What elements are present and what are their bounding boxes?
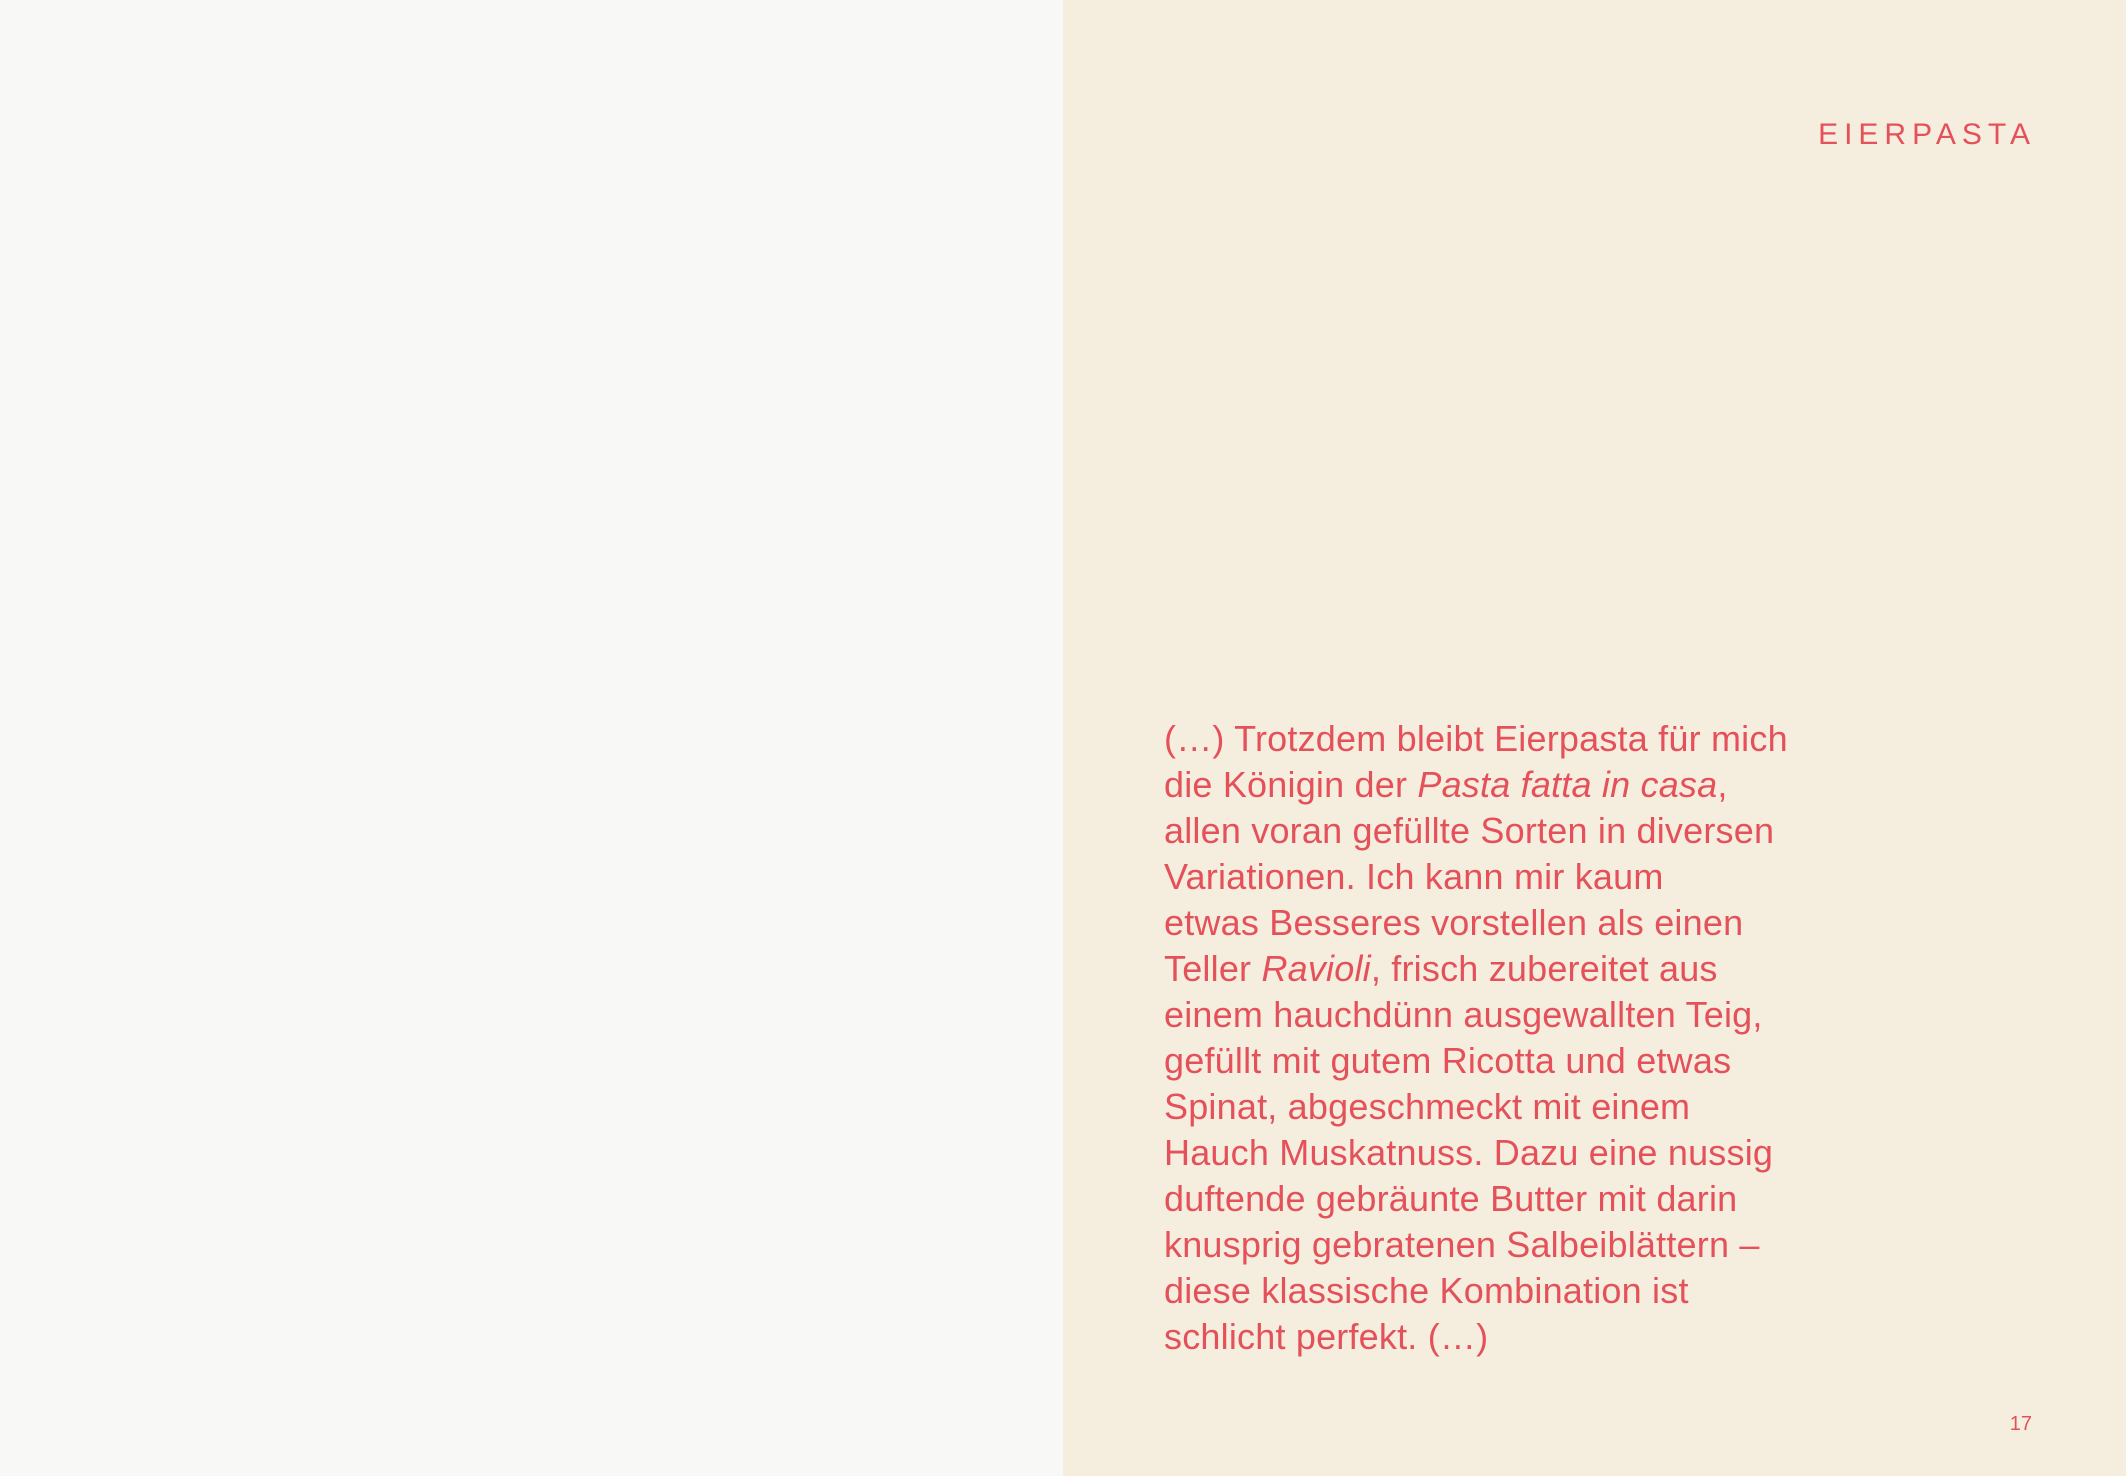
text-segment: duftende gebräunte Butter mit darin xyxy=(1164,1178,1738,1219)
paragraph-line xyxy=(1164,1314,1964,1360)
paragraph-line xyxy=(1164,946,1964,992)
text-segment: gefüllt mit gutem Ricotta und etwas xyxy=(1164,1040,1732,1081)
text-segment: Teller xyxy=(1164,948,1262,989)
text-segment: schlicht perfekt. (…) xyxy=(1164,1316,1489,1357)
paragraph-line xyxy=(1164,1222,1964,1268)
text-segment: diese klassische Kombination ist xyxy=(1164,1270,1689,1311)
paragraph-line xyxy=(1164,716,1964,762)
text-segment-italic: Ravioli xyxy=(1261,948,1371,989)
text-segment: , frisch zubereitet aus xyxy=(1370,948,1718,989)
text-segment: die Königin der xyxy=(1164,764,1418,805)
paragraph-line xyxy=(1164,992,1964,1038)
page-number: 17 xyxy=(2009,1413,2032,1435)
paragraph-line xyxy=(1164,1084,1964,1130)
text-segment-italic: Pasta fatta in casa xyxy=(1417,764,1718,805)
text-segment: (…) Trotzdem bleibt Eierpasta für mich xyxy=(1164,718,1788,759)
right-page xyxy=(1063,0,2126,1476)
text-segment: etwas Besseres vorstellen als einen xyxy=(1164,902,1744,943)
text-segment: knusprig gebratenen Salbeiblättern – xyxy=(1164,1224,1760,1265)
paragraph-line xyxy=(1164,1268,1964,1314)
text-segment: Variationen. Ich kann mir kaum xyxy=(1164,856,1664,897)
text-segment: einem hauchdünn ausgewallten Teig, xyxy=(1164,994,1763,1035)
body-paragraph xyxy=(1164,716,1964,1360)
paragraph-line xyxy=(1164,1038,1964,1084)
text-segment: Spinat, abgeschmeckt mit einem xyxy=(1164,1086,1691,1127)
paragraph-line xyxy=(1164,762,1964,808)
text-segment: Hauch Muskatnuss. Dazu eine nussig xyxy=(1164,1132,1774,1173)
paragraph-line xyxy=(1164,1130,1964,1176)
text-segment: allen voran gefüllte Sorten in diversen xyxy=(1164,810,1775,851)
paragraph-line xyxy=(1164,900,1964,946)
chapter-title: EIERPASTA xyxy=(1818,118,2036,151)
paragraph-line xyxy=(1164,808,1964,854)
paragraph-line xyxy=(1164,1176,1964,1222)
text-segment: , xyxy=(1717,764,1728,805)
paragraph-line xyxy=(1164,854,1964,900)
